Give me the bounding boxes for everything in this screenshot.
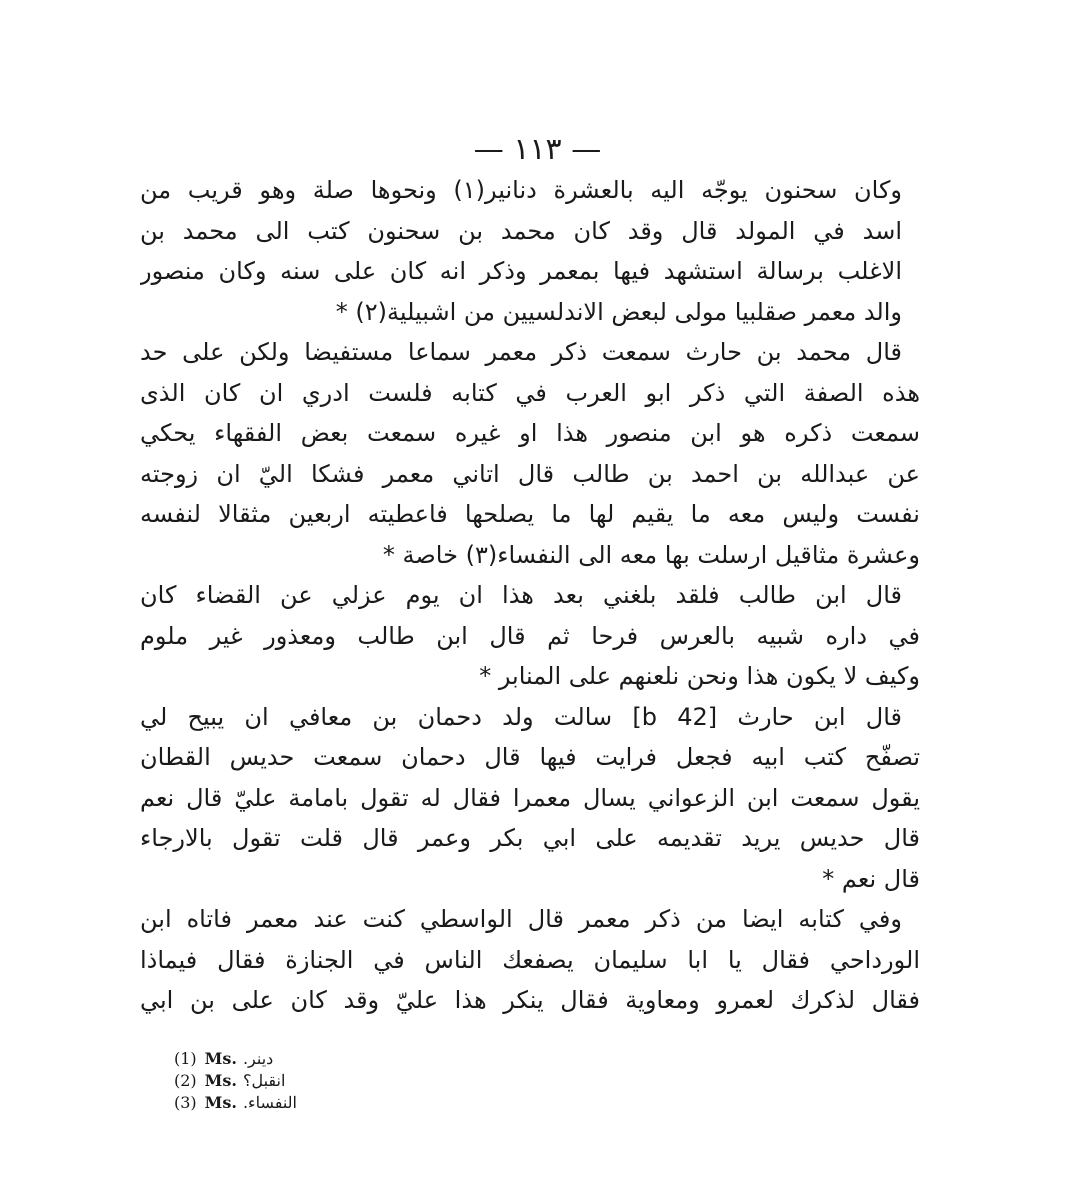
text-line: تصفّح كتب ابيه فجعل فرايت فيها قال دحمان سمعت حديس القطان xyxy=(140,743,920,771)
footnote-marker: (1) xyxy=(174,1049,197,1068)
footnote xyxy=(174,1070,574,1092)
paragraph xyxy=(140,899,920,1021)
text-line: اسد في المولد قال وقد كان محمد بن سحنون كتب الى محمد بن xyxy=(140,216,902,245)
footnote xyxy=(174,1048,574,1070)
footnote-text: انقبل؟ xyxy=(242,1071,286,1090)
text-line: وفي كتابه ايضا من ذكر معمر قال الواسطي كنت عند معمر فاتاه ابن xyxy=(140,905,902,933)
text-line: يقول سمعت ابن الزعواني يسال معمرا فقال له تقول بامامة عليّ قال نعم xyxy=(140,783,920,812)
footnote-marker: (3) xyxy=(174,1093,197,1112)
text-line: قال ابن طالب فلقد بلغني بعد هذا ان يوم عزلي عن القضاء كان xyxy=(140,581,902,609)
footnotes xyxy=(174,1048,574,1114)
text-line: وكان سحنون يوجّه اليه بالعشرة دنانير(١) ونحوها صلة وهو قريب من xyxy=(140,176,903,204)
text-line: قال ابن حارث [42 b] سالت ولد دحمان بن معافي ان يبيح لي xyxy=(140,702,902,731)
footnote-text: النفساء. xyxy=(242,1093,297,1112)
footnote-label: Ms. xyxy=(204,1093,237,1112)
text-line: فقال لذكرك لعمرو ومعاوية فقال ينكر هذا عليّ وقد كان على بن ابي xyxy=(140,986,920,1014)
paragraph xyxy=(140,697,920,900)
page-number: — ١١٣ — xyxy=(473,132,602,167)
paragraph xyxy=(140,170,920,332)
text-line: الاغلب برسالة استشهد فيها بمعمر وذكر انه كان على سنه وكان منصور xyxy=(140,257,902,285)
body-text xyxy=(140,170,920,1021)
text-line: قال نعم * xyxy=(822,864,920,893)
footnote-label: Ms. xyxy=(204,1071,237,1090)
text-line: الورداحي فقال يا ابا سليمان يصفعك الناس في الجنازة فقال فيماذا xyxy=(140,945,920,974)
footnote-marker: (2) xyxy=(174,1071,197,1090)
paragraph xyxy=(140,575,920,697)
text-line: قال حديس يريد تقديمه على ابي بكر وعمر قال قلت تقول بالارجاء xyxy=(140,824,920,852)
footnote xyxy=(174,1092,574,1114)
text-line: نفست وليس معه ما يقيم لها ما يصلحها فاعطيته اربعين مثقالا لنفسه xyxy=(140,500,920,528)
text-line: عن عبدالله بن احمد بن طالب قال اتاني معمر فشكا اليّ ان زوجته xyxy=(140,459,920,488)
text-line: في داره شبيه بالعرس فرحا ثم قال ابن طالب ومعذور غير ملوم xyxy=(140,621,920,650)
text-line: وكيف لا يكون هذا ونحن نلعنهم على المنابر * xyxy=(479,662,920,690)
text-line: والد معمر صقلبيا مولى لبعض الاندلسيين من اشبيلية(٢) * xyxy=(335,297,902,326)
paragraph xyxy=(140,332,920,575)
text-line: وعشرة مثاقيل ارسلت بها معه الى النفساء(٣) خاصة * xyxy=(382,540,920,569)
footnote-text: دينر. xyxy=(242,1049,274,1068)
footnote-label: Ms. xyxy=(204,1049,237,1068)
text-line: سمعت ذكره هو ابن منصور هذا او غيره سمعت بعض الفقهاء يحكي xyxy=(140,419,920,447)
text-line: هذه الصفة التي ذكر ابو العرب في كتابه فلست ادري ان كان الذى xyxy=(140,378,920,407)
text-line: قال محمد بن حارث سمعت ذكر معمر سماعا مستفيضا ولكن على حد xyxy=(140,338,902,366)
